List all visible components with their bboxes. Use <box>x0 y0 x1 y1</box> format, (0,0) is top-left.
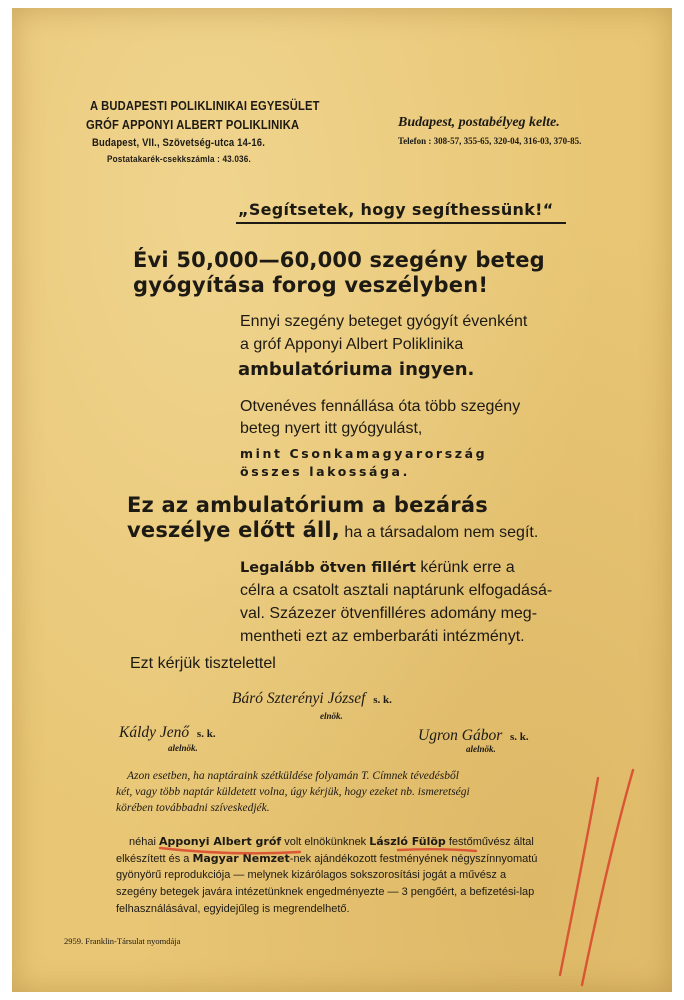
president-name: Báró Szterényi József <box>232 690 366 707</box>
note-line3: körében továbbadni szíveskedjék. <box>116 802 270 814</box>
phone-numbers: Telefon : 308-57, 355-65, 320-04, 316-03, 370-85. <box>398 136 582 146</box>
ad-apponyi: Apponyi Albert gróf <box>158 835 282 848</box>
postal-account: Postatakarék-csekkszámla : 43.036. <box>107 154 251 165</box>
para4-bold: Legalább ötven fillért <box>240 560 416 576</box>
ad-line5: felhasználásával, egyidejűleg is megrendelhető. <box>116 903 350 915</box>
closing: Ezt kérjük tisztelettel <box>130 655 276 672</box>
para3-line1: Ez az ambulatórium a bezárás <box>127 493 488 517</box>
vp2-name: Ugron Gábor <box>418 727 503 744</box>
ad-painter: László Fülöp <box>369 835 446 848</box>
ad-text: elkészített és a <box>116 853 193 865</box>
para3-rest: ha a társadalom nem segít. <box>339 524 539 541</box>
para4-line4: mentheti ezt az emberbaráti intézményt. <box>240 628 525 645</box>
para1-line1: Ennyi szegény beteget gyógyít évenként <box>240 313 528 330</box>
ad-text: néhai <box>129 836 159 848</box>
ad-line3: gyönyörű reprodukciója — melynek kizárólagos sokszorosítási jogát a művész a <box>116 869 507 881</box>
para1-line2: a gróf Apponyi Albert Poliklinika <box>240 336 464 353</box>
vp2-role: alelnök. <box>466 744 496 754</box>
clinic-address: Budapest, VII., Szövetség-utca 14-16. <box>92 137 266 149</box>
note-line2: két, vagy több naptár küldetett volna, úgy kérjük, hogy ezeket nb. ismeretségi <box>116 786 470 798</box>
ad-text: -nek ajándékozott festményének négyszínnyomatú <box>289 853 538 865</box>
vp1-role: alelnök. <box>168 743 198 753</box>
org-name: A BUDAPESTI POLIKLINIKAI EGYESÜLET <box>90 98 320 113</box>
red-stroke-2 <box>582 770 633 985</box>
para2-line4: összes lakossága. <box>240 464 410 479</box>
red-stroke-1 <box>560 778 598 975</box>
note-line1: Azon esetben, ha naptáraink szétküldése folyamán T. Címnek tévedésből <box>127 770 459 782</box>
headline-line1: Évi 50,000—60,000 szegény beteg <box>133 248 545 272</box>
ad-line4: szegény betegek javára intézetünknek engedményezte — 3 pengőért, a befizetési-lap <box>116 886 535 898</box>
vp1-name: Káldy Jenő <box>119 724 190 741</box>
para4-line2: célra a csatolt asztali naptárunk elfogadásá- <box>240 582 553 599</box>
para3-bold: veszélye előtt áll, <box>127 518 340 542</box>
ad-text: volt elnökünknek <box>281 836 370 848</box>
place-date: Budapest, postabélyeg kelte. <box>398 115 560 130</box>
printer-imprint: 2959. Franklin-Társulat nyomdája <box>64 936 181 946</box>
headline-line2: gyógyítása forog veszélyben! <box>133 273 489 297</box>
para4-line3: val. Százezer ötvenfilléres adomány meg- <box>240 605 538 622</box>
ad-newspaper: Magyar Nemzet <box>192 852 290 865</box>
president-role: elnök. <box>320 711 343 721</box>
vp2-mark: s. k. <box>510 731 529 743</box>
ad-text: festőművész által <box>445 836 534 848</box>
para1-line3: ambulatóriuma ingyen. <box>238 359 475 380</box>
para2-line2: beteg nyert itt gyógyulást, <box>240 420 423 437</box>
slogan: „Segítsetek, hogy segíthessünk!“ <box>238 200 554 219</box>
president-mark: s. k. <box>373 694 392 706</box>
para2-line3: mint Csonkamagyarország <box>240 446 488 461</box>
clinic-name: GRÓF APPONYI ALBERT POLIKLINIKA <box>86 117 300 132</box>
underline-apponyi <box>160 848 300 853</box>
vp1-mark: s. k. <box>196 728 216 740</box>
para2-line1: Otvenéves fennállása óta több szegény <box>240 398 521 415</box>
para4-rest: kérünk erre a <box>415 559 515 576</box>
underline-painter <box>398 849 476 851</box>
